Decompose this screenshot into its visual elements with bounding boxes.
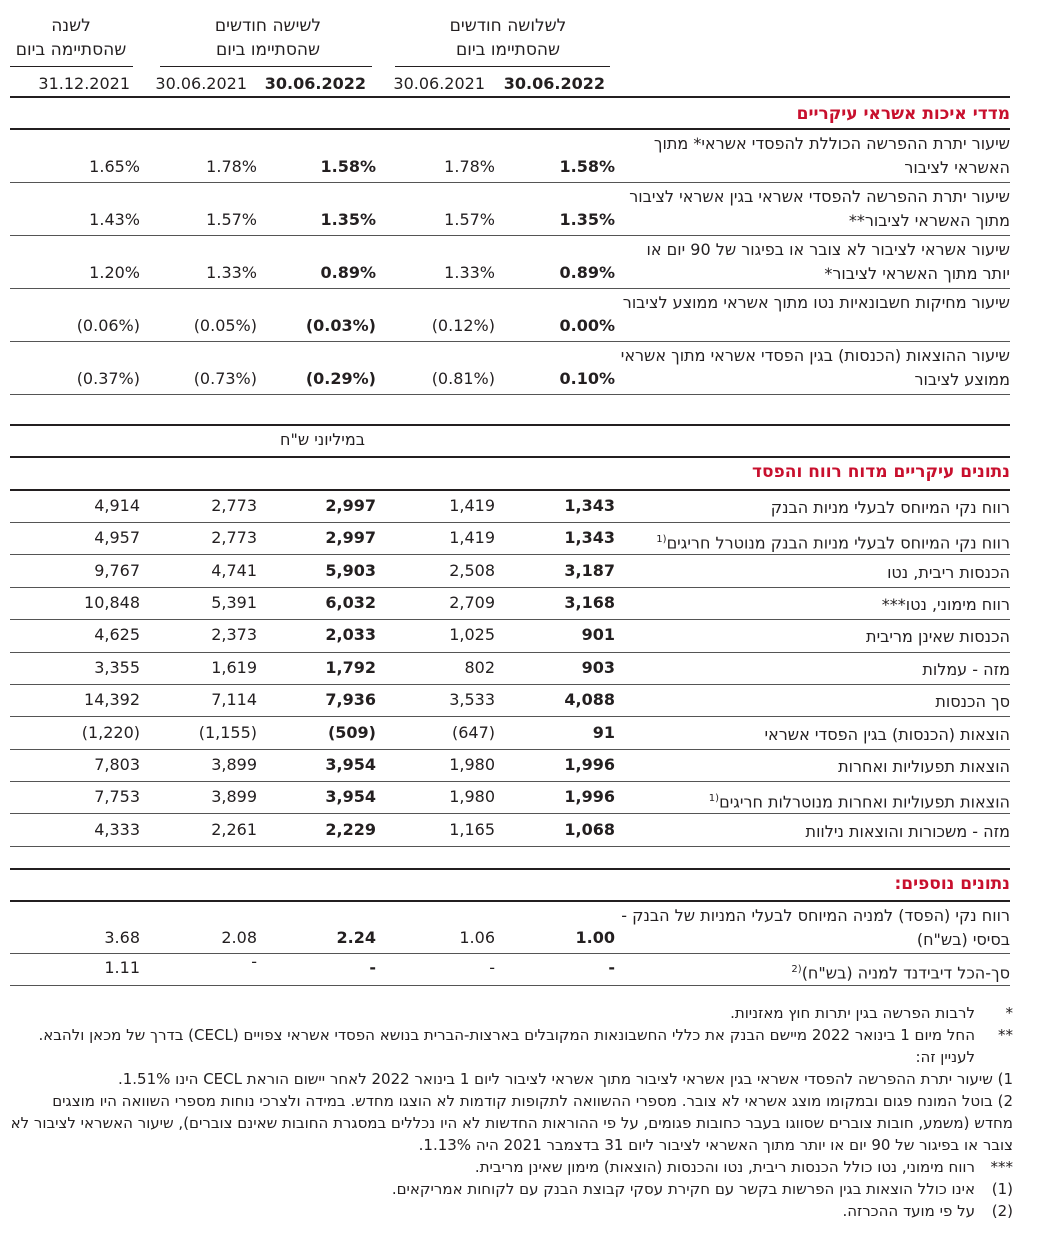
date-three-2022: 30.06.2022: [503, 74, 605, 93]
row-divider: [10, 522, 1010, 523]
additional-row: [10, 904, 1010, 952]
footnote: [10, 1178, 1013, 1200]
pl-row: [10, 658, 1010, 682]
additional-label-text: סך-הכל דיבידנד למניה (בש"ח): [801, 963, 1010, 983]
value-cell: 2,709: [449, 593, 495, 612]
value-cell: 1,025: [449, 625, 495, 644]
pl-row: [10, 690, 1010, 714]
value-cell: 7,936: [325, 690, 376, 709]
value-cell: 14,392: [84, 690, 140, 709]
value-cell: 1,792: [325, 658, 376, 677]
value-cell: 1,419: [449, 496, 495, 515]
value-cell: 3,187: [564, 561, 615, 580]
value-cell: 5,391: [211, 593, 257, 612]
value-cell: 0.89%: [559, 263, 615, 282]
footnote-text: החל מיום 1 בינואר 2022 מיישם הבנק את כללי החשבונאות המקובלים בארצות-הברית בנושא הפסדי אשראי צפויים (CECL) בדרך של מכאן ולהבא. לעניין זה:: [38, 1026, 975, 1066]
pl-row: [10, 593, 1010, 617]
value-cell: 0.89%: [320, 263, 376, 282]
value-cell: 2,373: [211, 625, 257, 644]
header-three-months: [418, 14, 598, 62]
value-cell: 2.24: [336, 928, 376, 947]
value-cell: 1,068: [564, 820, 615, 839]
additional-row-label: רווח נקי (הפסד) למניה המיוחס לבעלי המניות של הבנק - בסיסי (בש"ח): [621, 906, 1010, 949]
pl-row: [10, 755, 1010, 779]
divider-additional-top: [10, 868, 1010, 870]
value-cell: 4,088: [564, 690, 615, 709]
pl-row: [10, 561, 1010, 585]
row-divider: [10, 587, 1010, 588]
value-cell: 1.35%: [559, 210, 615, 229]
section-title-profit-loss: נתונים עיקריים מדוח רווח והפסד: [752, 462, 1010, 482]
value-cell: 4,625: [94, 625, 140, 644]
pl-row-label: [620, 496, 1010, 520]
credit-row: [10, 132, 1010, 180]
header-annual-line1: לשנה: [51, 16, 91, 36]
row-divider: [10, 341, 1010, 342]
footnote: [10, 1200, 1013, 1222]
value-cell: -: [489, 958, 495, 977]
value-cell: 1,996: [564, 755, 615, 774]
pl-label-text: הוצאות (הכנסות) בגין הפסדי אשראי: [764, 725, 1010, 744]
value-cell: 901: [581, 625, 615, 644]
value-cell: 4,957: [94, 528, 140, 547]
row-divider: [10, 619, 1010, 620]
credit-row: [10, 344, 1010, 392]
row-divider: [10, 235, 1010, 236]
value-cell: (0.37%): [76, 369, 140, 388]
header-six-underline: [160, 66, 372, 67]
row-divider: [10, 781, 1010, 782]
pl-label-text: הכנסות ריבית, נטו: [887, 563, 1010, 582]
footnote-text: 2) בוטל המונח פגום ובמקומו מוצג אשראי לא צובר. מספרי ההשוואה לתקופות קודמות לא הוצגו מחדש. במידה ולצרכי נוחות מספרי השוואה היו מוצגים מחדש (משמע, חובות צוברים שסווגו בעבר כחובות פגומים, על פי ההוראות החדשות לא היו נכללים במסגרת החובות שאינם צוברים), שיעור האשראי לציבור לא צובר או בפיגור של 90 יום או יותר מתוך האשראי לציבור ליום 31 בדצמבר 2021 היה 1.13%.: [10, 1092, 1013, 1154]
value-cell: 2,997: [325, 528, 376, 547]
date-six-2021: 30.06.2021: [155, 74, 247, 93]
footnote: [10, 1002, 1013, 1024]
pl-row-label: [620, 528, 1010, 555]
footnote-text: אינו כולל הוצאות בגין הפרשות בקשר עם חקירת עסקי קבוצת הבנק עם לקוחות אמריקאים.: [391, 1180, 975, 1198]
row-divider: [10, 394, 1010, 395]
value-cell: 1,165: [449, 820, 495, 839]
value-cell: 903: [581, 658, 615, 677]
pl-row-label: [620, 723, 1010, 747]
value-cell: 7,753: [94, 787, 140, 806]
row-divider: [10, 953, 1010, 954]
value-cell: 1.58%: [559, 157, 615, 176]
value-cell: (1,220): [81, 723, 140, 742]
divider-credit-title: [10, 128, 1010, 130]
footnote: [10, 1068, 1013, 1090]
header-annual: [10, 14, 132, 62]
value-cell: (0.05%): [193, 316, 257, 335]
value-cell: 2,773: [211, 528, 257, 547]
value-cell: 5,903: [325, 561, 376, 580]
footnote: [10, 1090, 1013, 1156]
pl-label-text: מזה - עמלות: [922, 660, 1010, 679]
value-cell: 1.78%: [444, 157, 495, 176]
value-cell: 3,899: [211, 755, 257, 774]
row-divider: [10, 182, 1010, 183]
value-cell: (0.06%): [76, 316, 140, 335]
header-three-underline: [395, 66, 610, 67]
value-cell: (0.03%): [305, 316, 376, 335]
divider-unit-top: [10, 424, 1010, 426]
value-cell: 10,848: [84, 593, 140, 612]
value-cell: 1,343: [564, 496, 615, 515]
value-cell: 3,954: [325, 787, 376, 806]
unit-label: במיליוני ש"ח: [280, 430, 365, 449]
value-cell: 1.33%: [206, 263, 257, 282]
credit-row-label: שיעור מחיקות חשבונאיות נטו מתוך אשראי ממוצע לציבור: [622, 293, 1010, 312]
value-cell: 1.65%: [89, 157, 140, 176]
pl-row-label: [620, 755, 1010, 779]
row-divider: [10, 288, 1010, 289]
value-cell: -: [369, 958, 376, 977]
value-cell: 9,767: [94, 561, 140, 580]
row-divider: [10, 554, 1010, 555]
value-cell: 1.43%: [89, 210, 140, 229]
value-cell: (0.73%): [193, 369, 257, 388]
value-cell: 1.20%: [89, 263, 140, 282]
pl-label-text: הוצאות תפעוליות ואחרות מנוטרלות חריגים: [719, 792, 1010, 812]
row-divider: [10, 846, 1010, 847]
value-cell: 7,114: [211, 690, 257, 709]
value-cell: (647): [451, 723, 495, 742]
header-six-line1: לשישה חודשים: [214, 16, 322, 36]
pl-row: [10, 820, 1010, 844]
value-cell: 1.06: [459, 928, 495, 947]
value-cell: 0.10%: [559, 369, 615, 388]
pl-row-label: [620, 593, 1010, 617]
value-cell: 2,033: [325, 625, 376, 644]
value-cell: 1.33%: [444, 263, 495, 282]
credit-row: [10, 185, 1010, 233]
value-cell: 1.11: [104, 958, 140, 977]
pl-row: [10, 787, 1010, 811]
credit-row-label: שיעור יתרת ההפרשה להפסדי אשראי בגין אשראי לציבור מתוך האשראי לציבור**: [629, 187, 1010, 230]
footnote-marker: **: [998, 1026, 1013, 1044]
additional-row: [10, 952, 1010, 983]
value-cell: 1.58%: [320, 157, 376, 176]
value-cell: 3,168: [564, 593, 615, 612]
value-cell: -: [608, 958, 615, 977]
pl-label-text: מזה - משכורות והוצאות נילוות: [805, 822, 1010, 841]
value-cell: 0.00%: [559, 316, 615, 335]
value-cell: (0.81%): [431, 369, 495, 388]
date-three-2021: 30.06.2021: [393, 74, 485, 93]
row-divider: [10, 985, 1010, 986]
pl-label-text: הוצאות תפעוליות ואחרות: [838, 757, 1010, 776]
footnote-ref: (1: [656, 534, 667, 545]
value-cell: 1,980: [449, 787, 495, 806]
row-divider: [10, 716, 1010, 717]
divider-header: [10, 96, 1010, 98]
pl-row-label: [620, 625, 1010, 649]
pl-row: [10, 528, 1010, 552]
pl-row: [10, 496, 1010, 520]
value-cell: 1,343: [564, 528, 615, 547]
value-cell: (0.12%): [431, 316, 495, 335]
value-cell: 1,419: [449, 528, 495, 547]
pl-label-text: רווח נקי המיוחס לבעלי מניות הבנק מנוטרל חריגים: [666, 533, 1010, 553]
footnote-text: 1) שיעור יתרת ההפרשה להפסדי אשראי בגין אשראי לציבור מתוך אשראי לציבור ליום 1 בינואר 2022 לאחר יישום הוראת CECL הינו 1.51%.: [117, 1070, 1013, 1088]
value-cell: 2,997: [325, 496, 376, 515]
value-cell: 1.57%: [444, 210, 495, 229]
value-cell: 2.08: [221, 928, 257, 947]
credit-row: [10, 291, 1010, 339]
pl-label-text: סך הכנסות: [935, 692, 1010, 711]
pl-label-text: רווח מימוני, נטו***: [881, 595, 1010, 614]
value-cell: -: [251, 952, 257, 971]
footnotes: [10, 1002, 1013, 1232]
value-cell: 4,741: [211, 561, 257, 580]
value-cell: 91: [592, 723, 615, 742]
header-annual-line2: שהסתיימה ביום: [15, 40, 127, 60]
pl-row-label: [620, 820, 1010, 844]
value-cell: 1.00: [575, 928, 615, 947]
value-cell: 3,899: [211, 787, 257, 806]
value-cell: 2,508: [449, 561, 495, 580]
value-cell: 3,355: [94, 658, 140, 677]
footnote-marker: (1): [991, 1180, 1013, 1198]
pl-row-label: [620, 787, 1010, 814]
date-annual-2021: 31.12.2021: [38, 74, 130, 93]
value-cell: 1.78%: [206, 157, 257, 176]
section-title-additional: נתונים נוספים:: [894, 874, 1010, 894]
value-cell: 1,980: [449, 755, 495, 774]
header-six-line2: שהסתיימו ביום: [215, 40, 321, 60]
divider-additional-title: [10, 900, 1010, 902]
footnote-ref: (2: [791, 964, 802, 975]
footnote-marker: (2): [991, 1202, 1013, 1220]
footnote-marker: ***: [990, 1158, 1013, 1176]
header-annual-underline: [10, 66, 133, 67]
credit-row-label: שיעור ההוצאות (הכנסות) בגין הפסדי אשראי מתוך אשראי ממוצע לציבור: [620, 346, 1010, 389]
value-cell: 7,803: [94, 755, 140, 774]
value-cell: (0.29%): [305, 369, 376, 388]
credit-row-label: שיעור יתרת ההפרשה הכוללת להפסדי אשראי* מתוך האשראי לציבור: [653, 134, 1010, 177]
pl-row-label: [620, 658, 1010, 682]
pl-row-label: [620, 561, 1010, 585]
value-cell: 2,229: [325, 820, 376, 839]
value-cell: 1.57%: [206, 210, 257, 229]
value-cell: 1,996: [564, 787, 615, 806]
row-divider: [10, 684, 1010, 685]
value-cell: 1,619: [211, 658, 257, 677]
pl-row: [10, 723, 1010, 747]
divider-pl-title: [10, 489, 1010, 491]
footnote-text: רווח מימוני, נטו כולל הכנסות ריבית, נטו והכנסות (הוצאות) מימון שאינן מריבית.: [474, 1158, 975, 1176]
footnote-text: על פי מועד ההכרזה.: [842, 1202, 975, 1220]
footnote: [10, 1156, 1013, 1178]
value-cell: (509): [327, 723, 376, 742]
value-cell: 2,773: [211, 496, 257, 515]
credit-row-label: שיעור אשראי לציבור לא צובר או בפיגור של 90 יום או יותר מתוך האשראי לציבור*: [646, 240, 1010, 283]
header-three-line1: לשלושה חודשים: [449, 16, 567, 36]
date-six-2022: 30.06.2022: [264, 74, 366, 93]
value-cell: (1,155): [198, 723, 257, 742]
value-cell: 802: [464, 658, 495, 677]
value-cell: 1.35%: [320, 210, 376, 229]
value-cell: 2,261: [211, 820, 257, 839]
divider-unit-bottom: [10, 456, 1010, 458]
value-cell: 4,333: [94, 820, 140, 839]
value-cell: 4,914: [94, 496, 140, 515]
footnote: [10, 1024, 1013, 1068]
pl-label-text: רווח נקי המיוחס לבעלי מניות הבנק: [770, 498, 1010, 517]
value-cell: 3.68: [104, 928, 140, 947]
additional-row-label: [620, 958, 1010, 985]
row-divider: [10, 749, 1010, 750]
header-three-line2: שהסתיימו ביום: [455, 40, 561, 60]
pl-row: [10, 625, 1010, 649]
row-divider: [10, 813, 1010, 814]
header-six-months: [178, 14, 358, 62]
row-divider: [10, 652, 1010, 653]
pl-label-text: הכנסות שאינן מריבית: [866, 627, 1010, 646]
section-title-credit-quality: מדדי איכות אשראי עיקריים: [796, 104, 1010, 124]
footnote-ref: (1: [708, 793, 720, 804]
value-cell: 3,533: [449, 690, 495, 709]
footnote-text: לרבות הפרשה בגין יתרות חוץ מאזניות.: [730, 1004, 975, 1022]
credit-row: [10, 238, 1010, 286]
value-cell: 6,032: [325, 593, 376, 612]
value-cell: 3,954: [325, 755, 376, 774]
footnote-marker: *: [1005, 1004, 1013, 1022]
pl-row-label: [620, 690, 1010, 714]
